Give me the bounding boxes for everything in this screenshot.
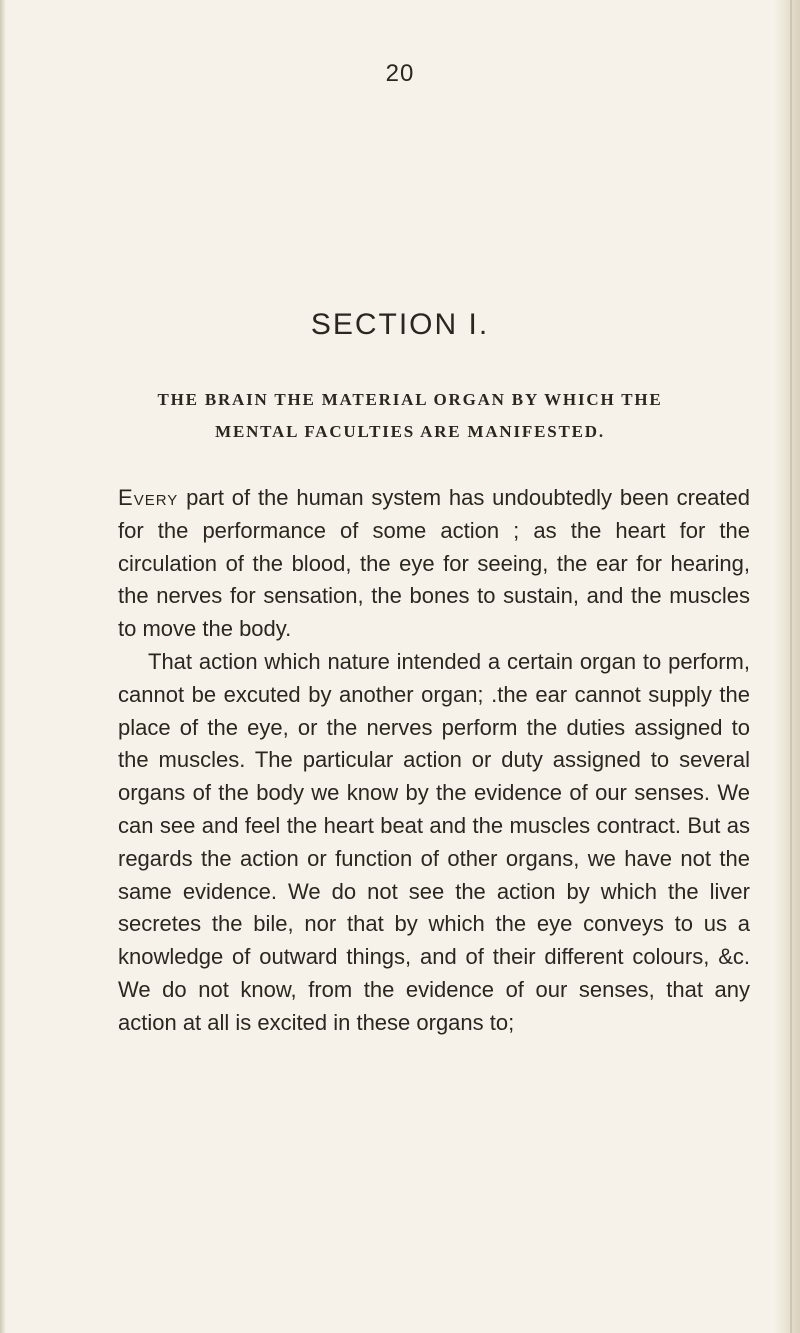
- subtitle-line-2: MENTAL FACULTIES ARE MANIFESTED.: [215, 422, 605, 441]
- page-number: 20: [385, 60, 415, 87]
- paragraph-1-lead: Every: [118, 485, 179, 510]
- page-gutter-left: [0, 0, 6, 1333]
- page-edge-right: [774, 0, 800, 1333]
- paragraph-1-text: part of the human system has undoubtedly been created for the performance of some action ; as the heart for the circulation of the blood, the eye for seeing, the ear for hearing, the nerves for sensation, the bones to sustain, and the muscles to move the body.: [118, 485, 750, 642]
- subtitle-line-1: THE BRAIN THE MATERIAL ORGAN BY WHICH THE: [157, 390, 663, 409]
- page-edge-line: [790, 0, 792, 1333]
- paragraph-1: [118, 482, 750, 646]
- body-text: [118, 482, 750, 1040]
- section-subtitle: [100, 384, 720, 448]
- section-title: SECTION I.: [310, 308, 490, 341]
- paragraph-2: That action which nature intended a certain organ to perform, cannot be excuted by another organ; .the ear cannot supply the place of the eye, or the nerves perform the duties assigned to the muscles. The particular action or duty assigned to several organs of the body we know by the evidence of our senses. We can see and feel the heart beat and the muscles contract. But as regards the action or function of other organs, we have not the same evidence. We do not see the action by which the liver secretes the bile, nor that by which the eye conveys to us a knowledge of outward things, and of their different colours, &c. We do not know, from the evidence of our senses, that any action at all is excited in these organs to;: [118, 648, 750, 1035]
